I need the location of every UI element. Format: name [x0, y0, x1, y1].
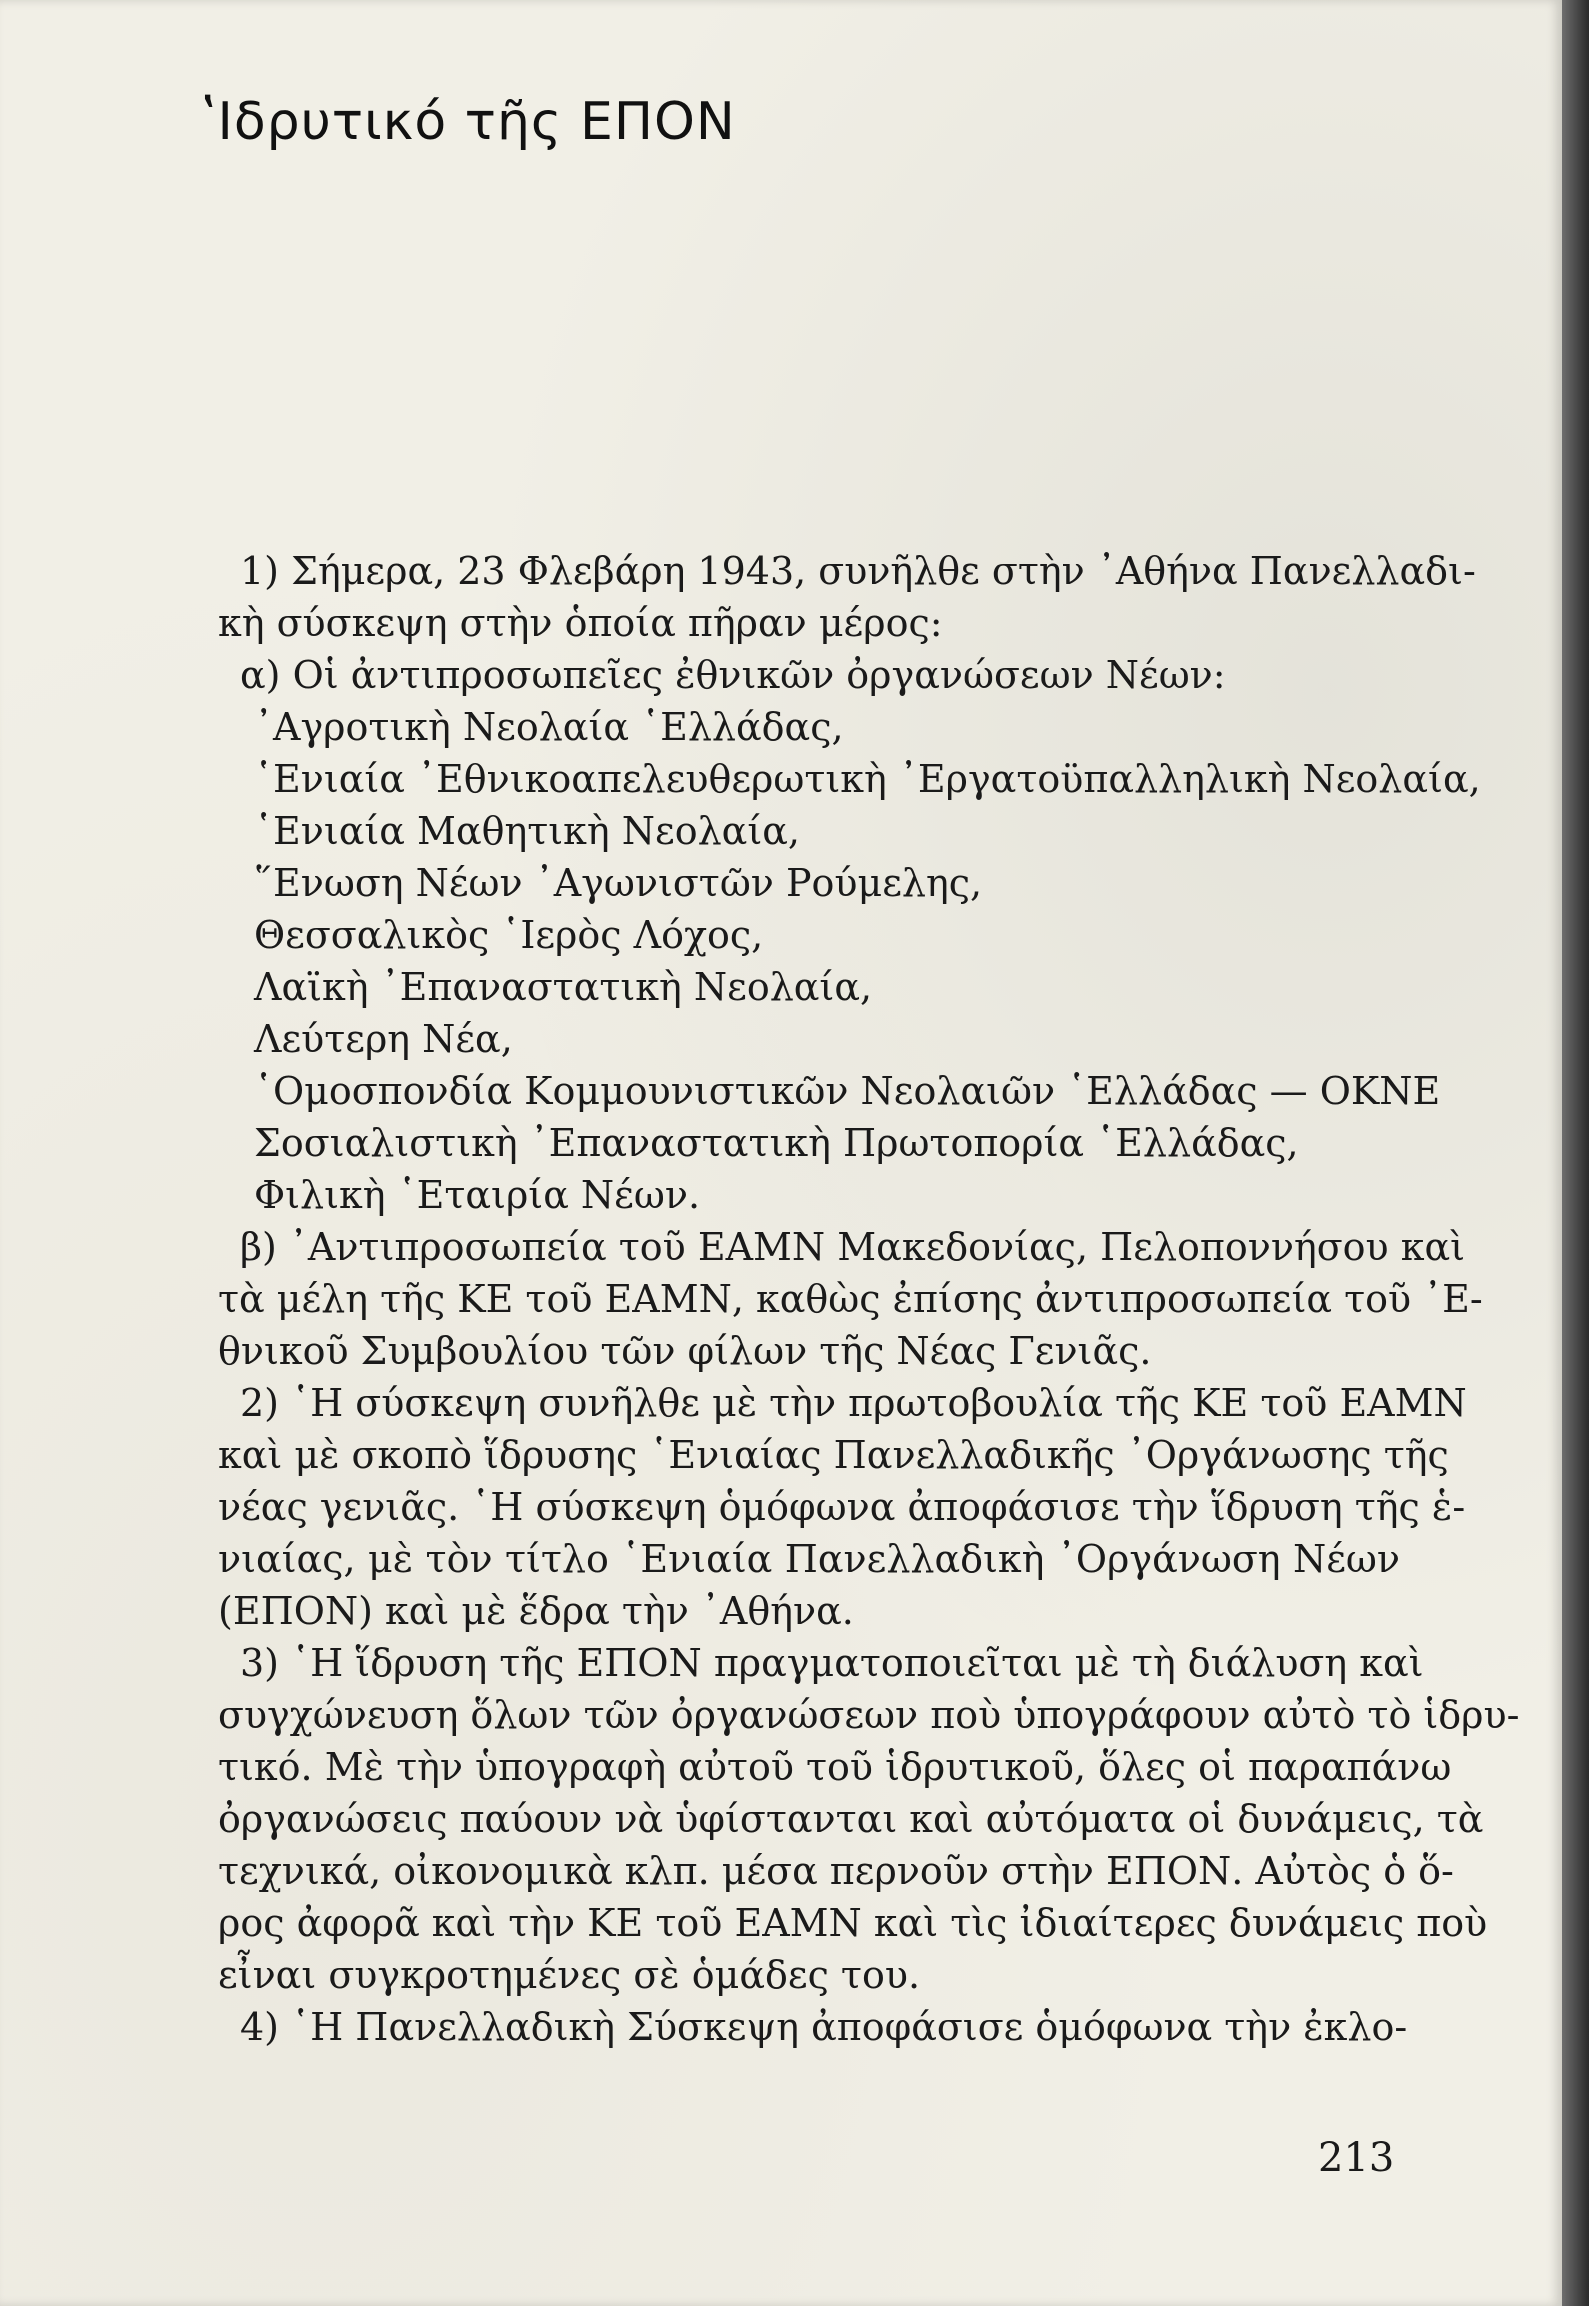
text-line: νιαίας, μὲ τὸν τίτλο ῾Ενιαία Πανελλαδικὴ ᾿Οργάνωση Νέων [218, 1537, 1400, 1581]
text-line: Θεσσαλικὸς ῾Ιερὸς Λόχος, [254, 913, 764, 957]
text-line: ῞Ενωση Νέων ᾿Αγωνιστῶν Ρούμελης, [254, 861, 983, 905]
page-edge [1562, 0, 1589, 2306]
text-line: 2) ῾Η σύσκεψη συνῆλθε μὲ τὴν πρωτοβουλία τῆς ΚΕ τοῦ ΕΑΜΝ [240, 1381, 1467, 1425]
text-line: Σοσιαλιστικὴ ᾿Επαναστατικὴ Πρωτοπορία ῾Ελλάδας, [254, 1121, 1299, 1165]
text-line: ᾿Αγροτικὴ Νεολαία ῾Ελλάδας, [254, 705, 844, 749]
text-line: συγχώνευση ὅλων τῶν ὀργανώσεων ποὺ ὑπογράφουν αὐτὸ τὸ ἱδρυ- [218, 1693, 1520, 1737]
text-line: 3) ῾Η ἵδρυση τῆς ΕΠΟΝ πραγματοποιεῖται μὲ τὴ διάλυση καὶ [240, 1641, 1424, 1685]
text-line: ῾Ομοσπονδία Κομμουνιστικῶν Νεολαιῶν ῾Ελλάδας — ΟΚΝΕ [254, 1069, 1441, 1113]
text-line: α) Οἱ ἀντιπροσωπεῖες ἐθνικῶν ὀργανώσεων Νέων: [240, 653, 1226, 697]
text-line: τικό. Μὲ τὴν ὑπογραφὴ αὐτοῦ τοῦ ἱδρυτικοῦ, ὅλες οἱ παραπάνω [218, 1745, 1452, 1789]
text-line: (ΕΠΟΝ) καὶ μὲ ἕδρα τὴν ᾿Αθήνα. [218, 1589, 854, 1633]
text-line: θνικοῦ Συμβουλίου τῶν φίλων τῆς Νέας Γενιᾶς. [218, 1329, 1152, 1373]
text-line: τεχνικά, οἰκονομικὰ κλπ. μέσα περνοῦν στὴν ΕΠΟΝ. Αὐτὸς ὁ ὅ- [218, 1849, 1454, 1893]
text-line: Λαϊκὴ ᾿Επαναστατικὴ Νεολαία, [254, 965, 873, 1009]
text-line: 1) Σήμερα, 23 Φλεβάρη 1943, συνῆλθε στὴν ᾿Αθήνα Πανελλαδι- [240, 549, 1476, 593]
text-line: ὀργανώσεις παύουν νὰ ὑφίστανται καὶ αὐτόματα οἱ δυνάμεις, τὰ [218, 1797, 1484, 1841]
text-line: Λεύτερη Νέα, [254, 1017, 513, 1061]
text-line: κὴ σύσκεψη στὴν ὁποία πῆραν μέρος: [218, 601, 943, 645]
page-number: 213 [1318, 2135, 1395, 2181]
text-line: εἶναι συγκροτημένες σὲ ὁμάδες του. [218, 1953, 921, 1997]
document-body [218, 545, 1520, 2053]
text-line: ῾Ενιαία Μαθητικὴ Νεολαία, [254, 809, 800, 853]
text-line: 4) ῾Η Πανελλαδικὴ Σύσκεψη ἀποφάσισε ὁμόφωνα τὴν ἐκλο- [240, 2005, 1408, 2049]
document-title: ʽΙδρυτικό τῆς ΕΠΟΝ [200, 92, 736, 152]
text-line: καὶ μὲ σκοπὸ ἵδρυσης ῾Ενιαίας Πανελλαδικῆς ᾿Οργάνωσης τῆς [218, 1433, 1449, 1477]
text-line: νέας γενιᾶς. ῾Η σύσκεψη ὁμόφωνα ἀποφάσισε τὴν ἵδρυση τῆς ἑ- [218, 1485, 1466, 1529]
text-line: τὰ μέλη τῆς ΚΕ τοῦ ΕΑΜΝ, καθὼς ἐπίσης ἀντιπροσωπεία τοῦ ᾿Ε- [218, 1277, 1483, 1321]
text-line: Φιλικὴ ῾Εταιρία Νέων. [254, 1173, 701, 1217]
text-line: β) ᾿Αντιπροσωπεία τοῦ ΕΑΜΝ Μακεδονίας, Πελοποννήσου καὶ [240, 1225, 1466, 1269]
text-line: ῾Ενιαία ᾿Εθνικοαπελευθερωτικὴ ᾿Εργατοϋπαλληλικὴ Νεολαία, [254, 757, 1481, 801]
text-line: ρος ἀφορᾶ καὶ τὴν ΚΕ τοῦ ΕΑΜΝ καὶ τὶς ἰδιαίτερες δυνάμεις ποὺ [218, 1901, 1488, 1945]
